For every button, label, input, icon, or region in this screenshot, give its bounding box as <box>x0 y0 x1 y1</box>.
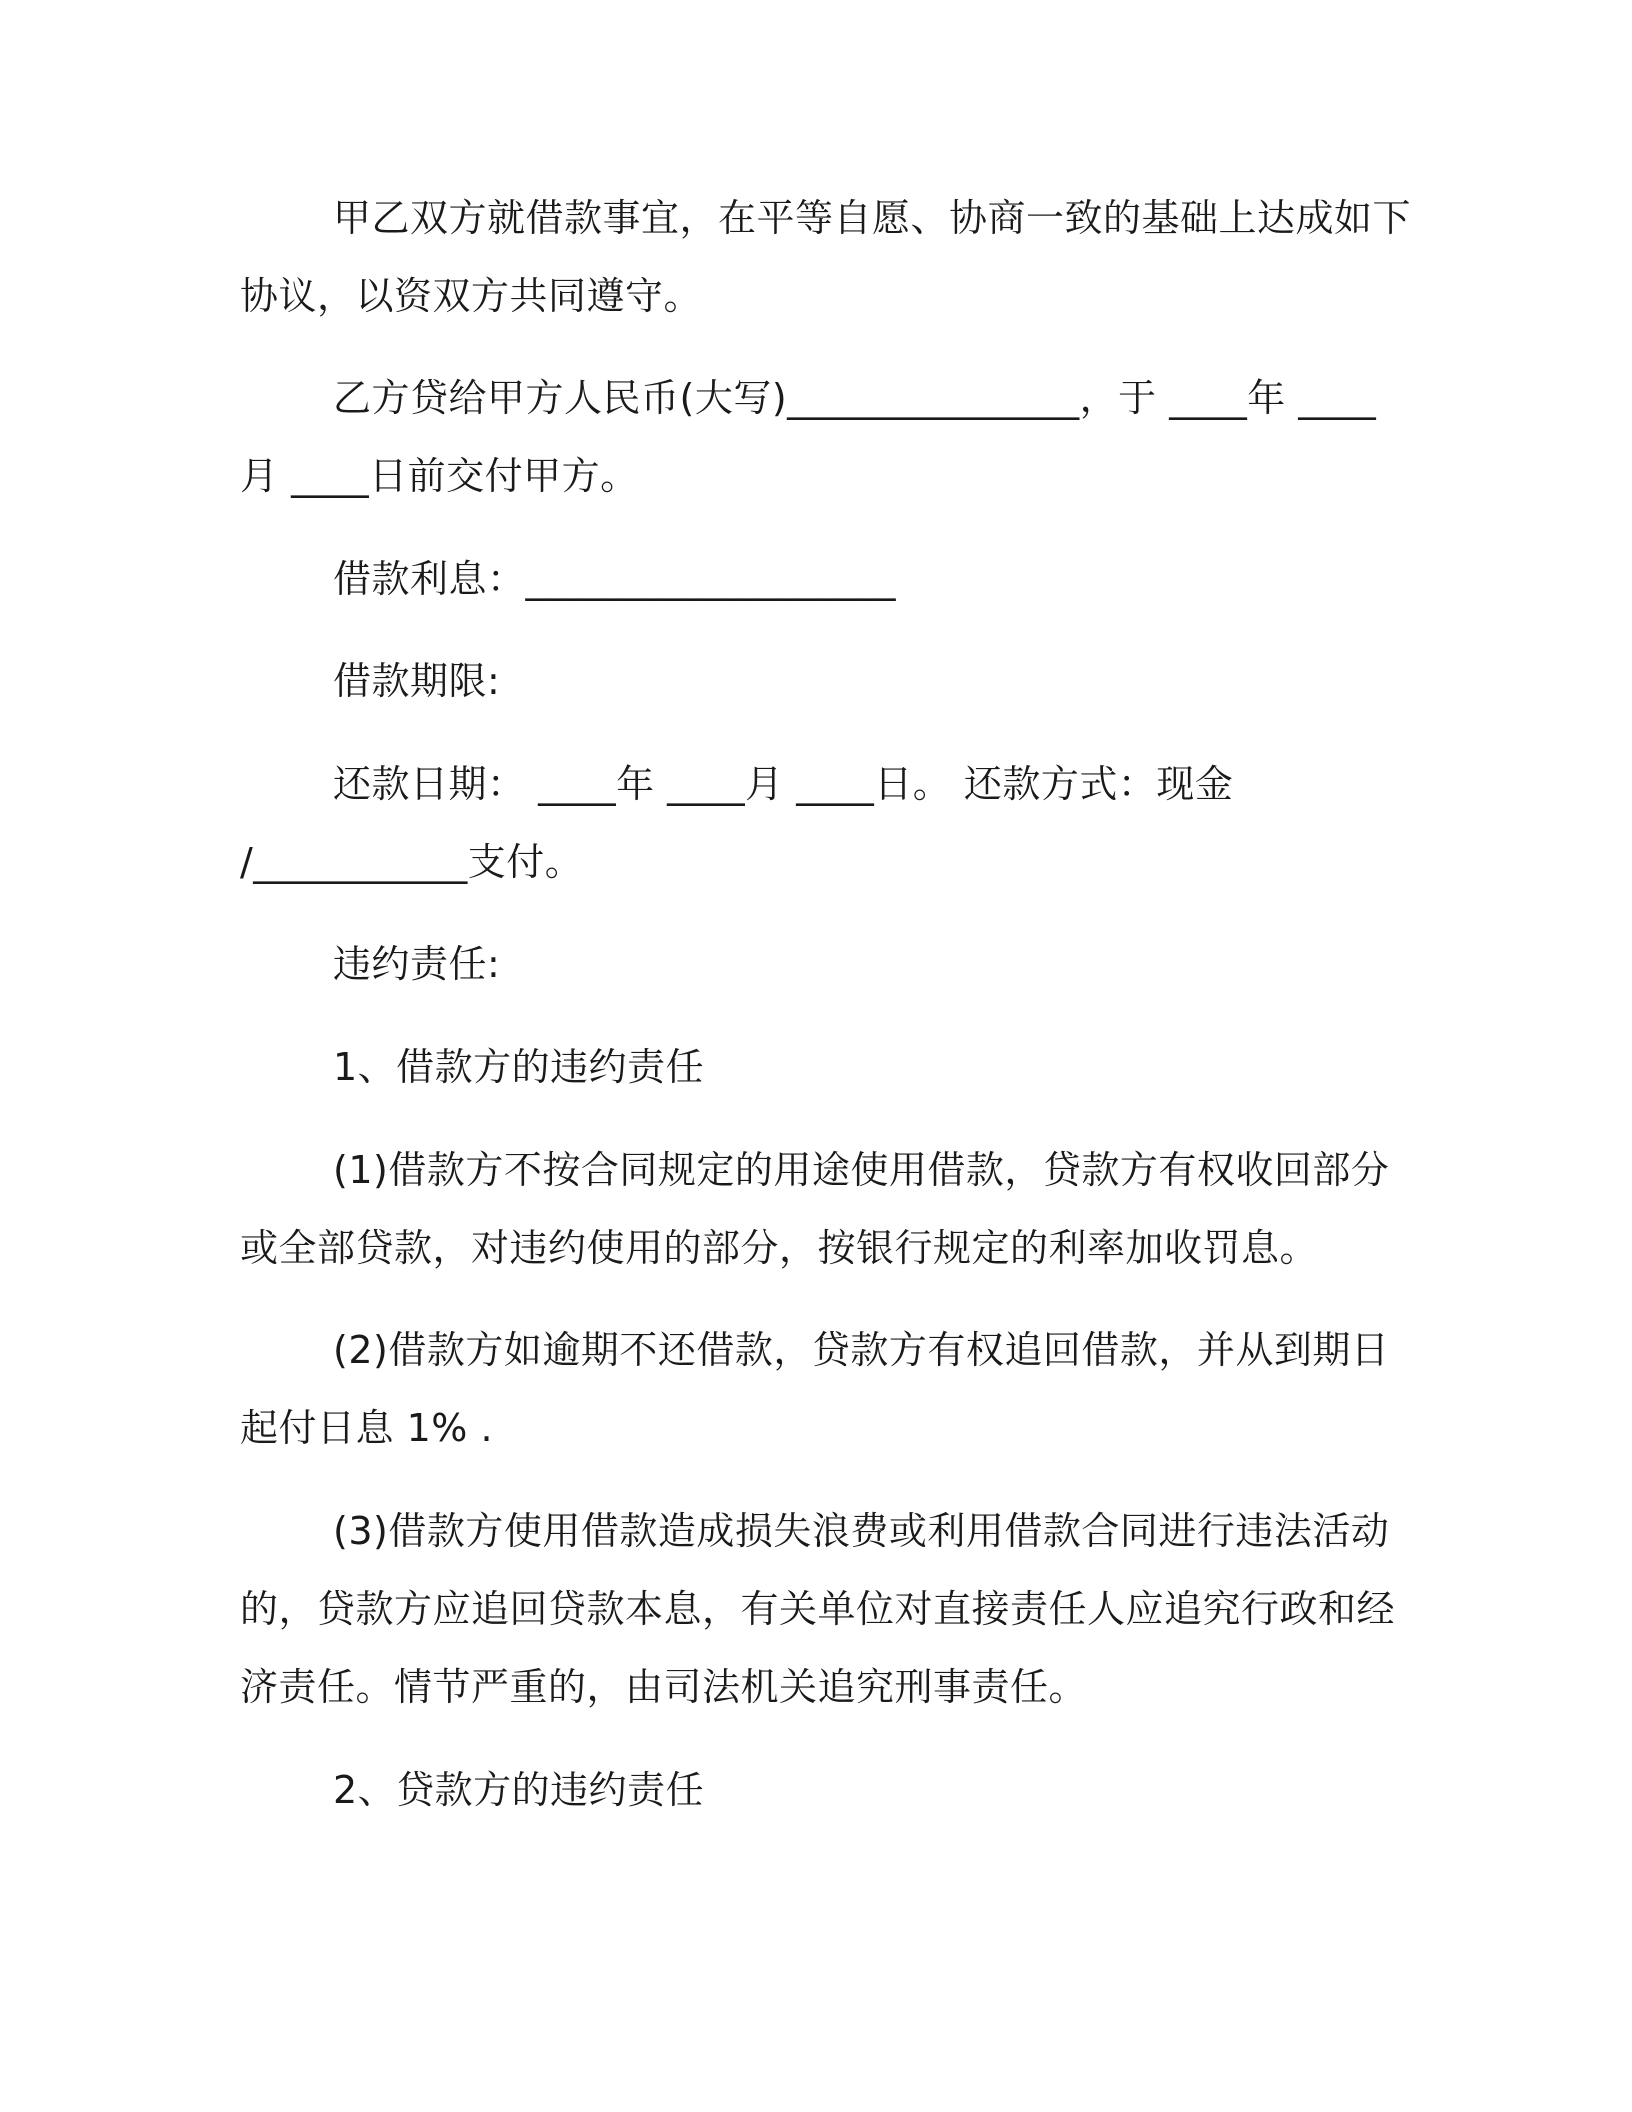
paragraph-1-line-2: 协议，以资双方共同遵守。 <box>240 274 703 318</box>
paragraph-1-line-1: 甲乙双方就借款事宜，在平等自愿、协商一致的基础上达成如下 <box>333 196 1412 240</box>
paragraph-2-line-2: 月 ____日前交付甲方。 <box>240 454 639 498</box>
repayment-line-1: 还款日期： ____年 ____月 ____日。 还款方式：现金 <box>333 762 1234 806</box>
loan-term-line: 借款期限: <box>333 659 501 703</box>
clause-3-line-1: (3)借款方使用借款造成损失浪费或利用借款合同进行违法活动 <box>333 1509 1390 1553</box>
loan-interest-line: 借款利息：___________________ <box>333 557 897 601</box>
repayment-line-2: /___________支付。 <box>240 840 584 884</box>
clause-2-line-2: 起付日息 1% . <box>240 1406 494 1450</box>
clause-2-line-1: (2)借款方如逾期不还借款，贷款方有权追回借款，并从到期日 <box>333 1328 1390 1372</box>
borrower-liability-heading: 1、借款方的违约责任 <box>333 1045 705 1089</box>
clause-3-line-3: 济责任。情节严重的，由司法机关追究刑事责任。 <box>240 1665 1088 1709</box>
lender-liability-heading: 2、贷款方的违约责任 <box>333 1768 705 1812</box>
clause-1-line-2: 或全部贷款，对违约使用的部分，按银行规定的利率加收罚息。 <box>240 1226 1319 1270</box>
paragraph-2-line-1: 乙方贷给甲方人民币(大写)_______________，于 ____年 ____ <box>333 376 1377 420</box>
breach-liability-heading: 违约责任: <box>333 942 501 986</box>
clause-1-line-1: (1)借款方不按合同规定的用途使用借款，贷款方有权收回部分 <box>333 1148 1390 1192</box>
clause-3-line-2: 的，贷款方应追回贷款本息，有关单位对直接责任人应追究行政和经 <box>240 1587 1396 1631</box>
